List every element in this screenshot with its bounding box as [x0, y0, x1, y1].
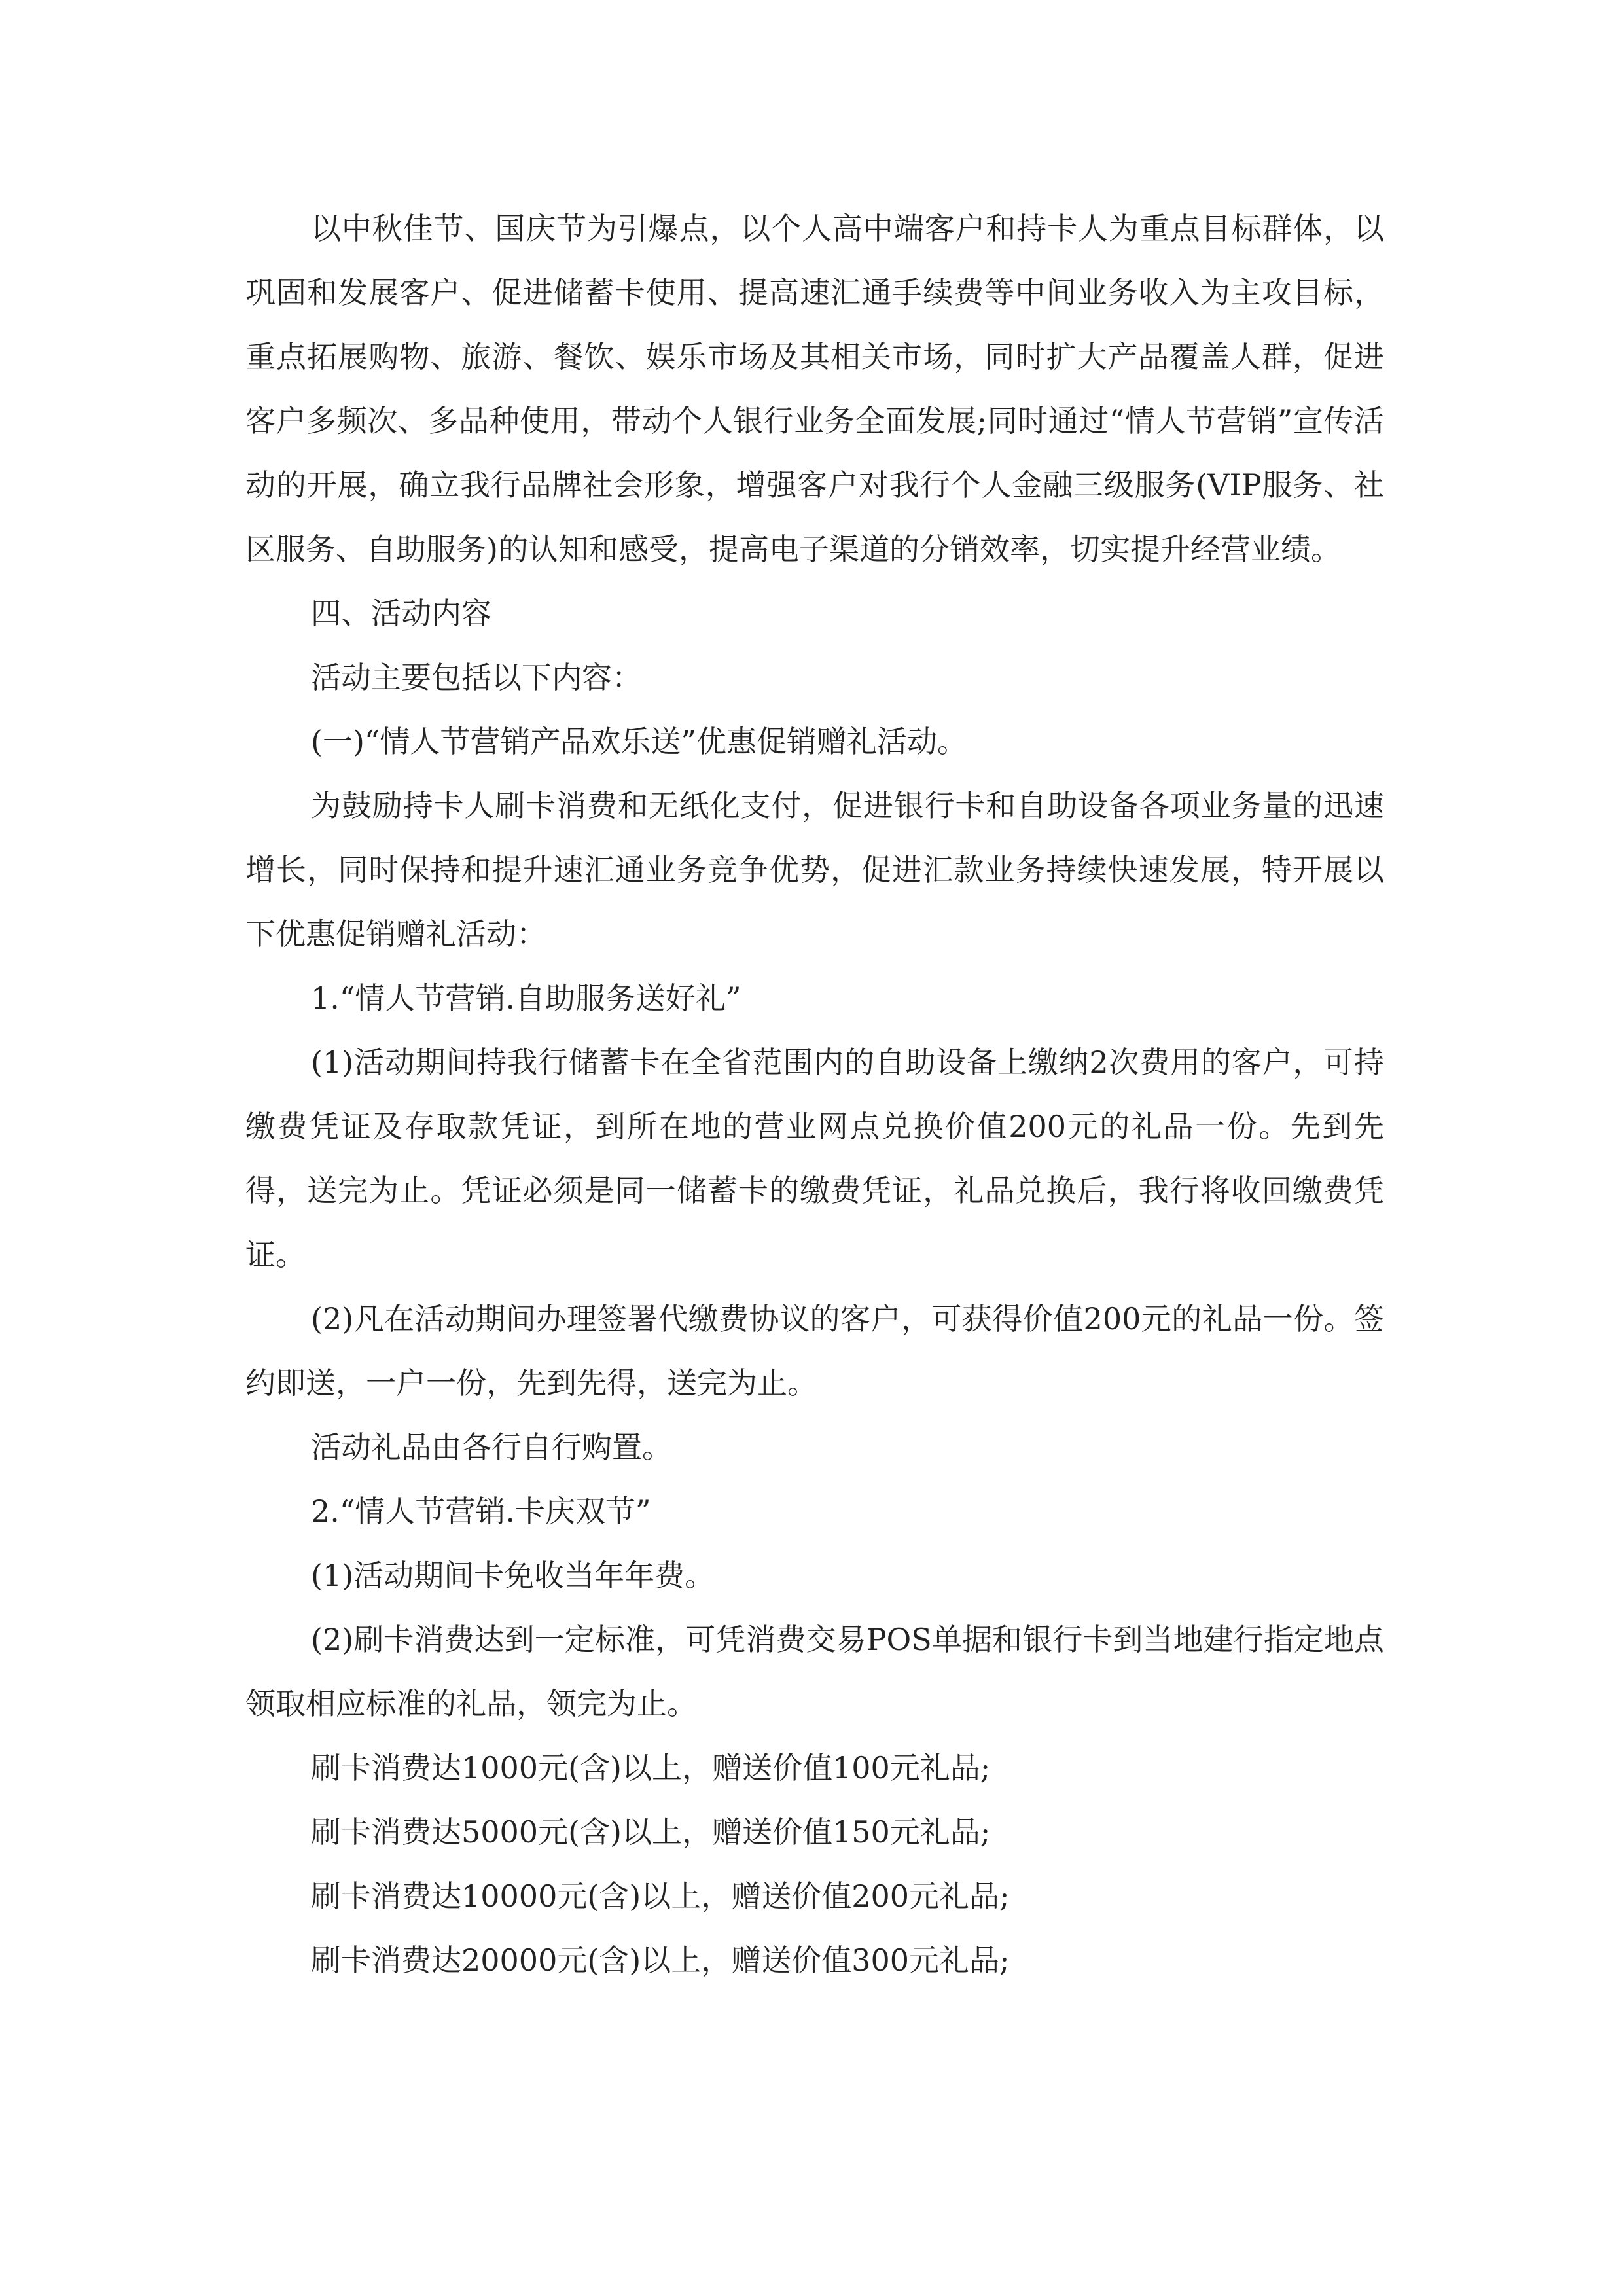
reward-tier-10000: 刷卡消费达10000元(含)以上，赠送价值200元礼品; [311, 1878, 1010, 1914]
paragraph-objective: 以中秋佳节、国庆节为引爆点，以个人高中端客户和持卡人为重点目标群体，以巩固和发展客户、促进储蓄卡使用、提高速汇通手续费等中间业务收入为主攻目标，重点拓展购物、旅游、餐饮、娱乐市场及其相关市场，同时扩大产品覆盖人群，促进客户多频次、多品种使用，带动个人银行业务全面发展;同时通过“情人节营销”宣传活动的开展，确立我行品牌社会形象，增强客户对我行个人金融三级服务(VIP服务、社区服务、自助服务)的认知和感受，提高电子渠道的分销效率，切实提升经营业绩。 [245, 211, 1385, 567]
paragraph-card-rule-1: (1)活动期间卡免收当年年费。 [311, 1558, 715, 1593]
subsection-heading-promotion: (一)“情人节营销产品欢乐送”优惠促销赠礼活动。 [311, 724, 967, 759]
section-heading-activity-content: 四、活动内容 [311, 596, 491, 631]
reward-tier-20000: 刷卡消费达20000元(含)以上，赠送价值300元礼品; [311, 1943, 1010, 1978]
paragraph-card-rule-2: (2)刷卡消费达到一定标准，可凭消费交易POS单据和银行卡到当地建行指定地点领取相应标准的礼品，领完为止。 [245, 1622, 1384, 1721]
paragraph-self-service-rule-2: (2)凡在活动期间办理签署代缴费协议的客户，可获得价值200元的礼品一份。签约即送，一户一份，先到先得，送完为止。 [245, 1301, 1384, 1401]
document-body [245, 196, 1384, 1992]
item-heading-self-service-gift: 1.“情人节营销.自助服务送好礼” [311, 980, 741, 1016]
paragraph-gift-purchase: 活动礼品由各行自行购置。 [311, 1429, 672, 1465]
reward-tier-5000: 刷卡消费达5000元(含)以上，赠送价值150元礼品; [311, 1814, 991, 1850]
item-heading-card-celebration: 2.“情人节营销.卡庆双节” [311, 1494, 651, 1529]
paragraph-self-service-rule-1: (1)活动期间持我行储蓄卡在全省范围内的自助设备上缴纳2次费用的客户，可持缴费凭证及存取款凭证，到所在地的营业网点兑换价值200元的礼品一份。先到先得，送完为止。凭证必须是同一储蓄卡的缴费凭证，礼品兑换后，我行将收回缴费凭证。 [245, 1045, 1384, 1272]
reward-tier-1000: 刷卡消费达1000元(含)以上，赠送价值100元礼品; [311, 1750, 991, 1785]
paragraph-activity-intro: 活动主要包括以下内容： [311, 660, 642, 695]
paragraph-promotion-purpose: 为鼓励持卡人刷卡消费和无纸化支付，促进银行卡和自助设备各项业务量的迅速增长，同时保持和提升速汇通业务竞争优势，促进汇款业务持续快速发展，特开展以下优惠促销赠礼活动： [245, 788, 1384, 952]
